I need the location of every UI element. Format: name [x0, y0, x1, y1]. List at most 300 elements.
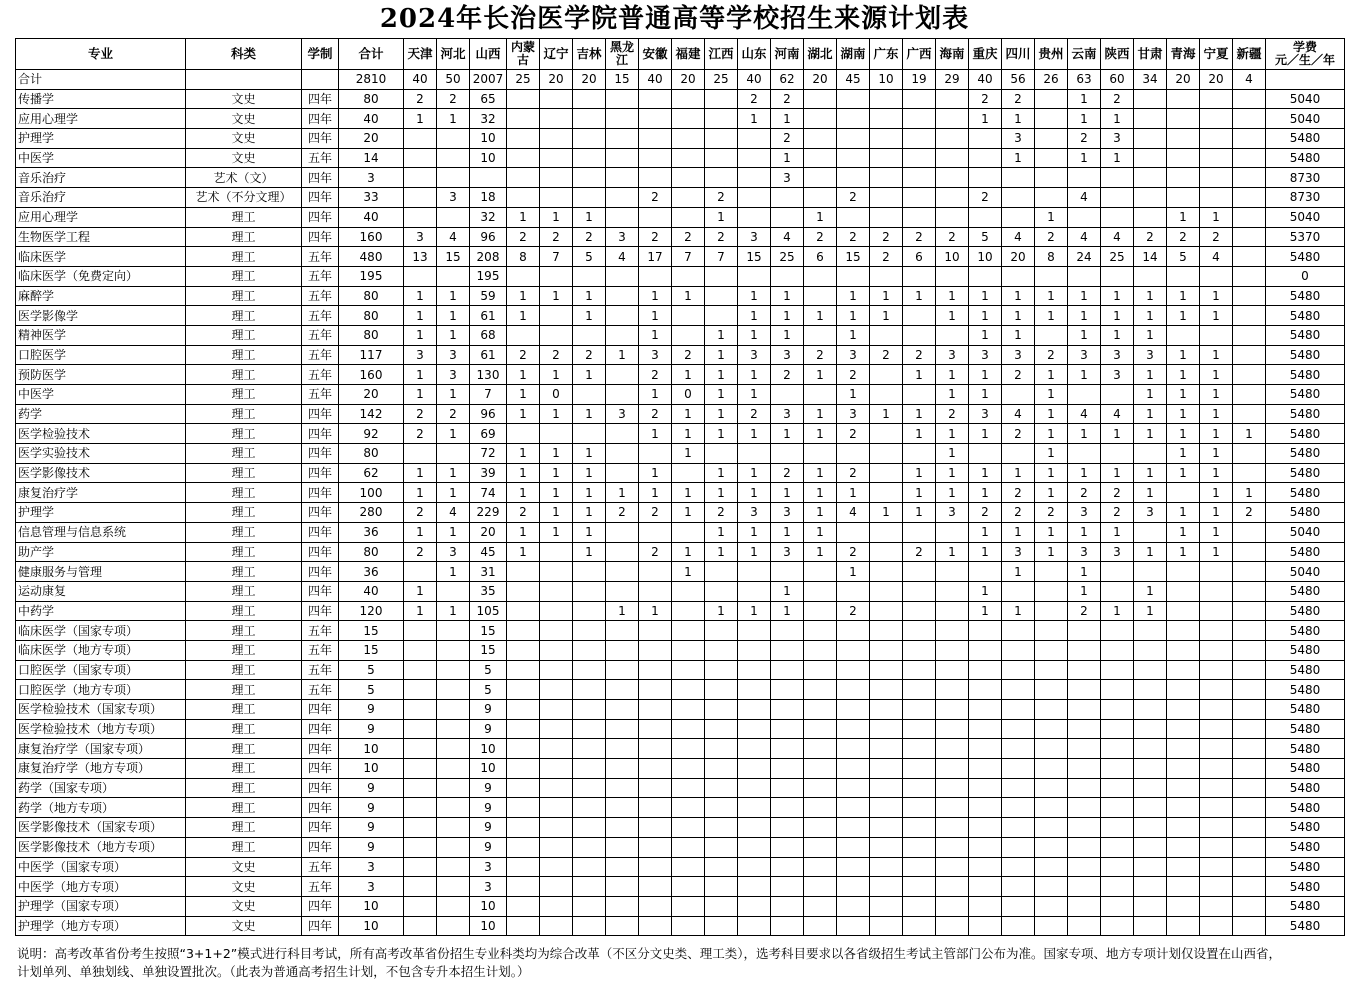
cell-province-quota: [540, 798, 573, 818]
column-header-province: 江西: [705, 39, 738, 70]
cell-province-quota: [1134, 109, 1167, 129]
cell-province-quota: [1167, 483, 1200, 503]
cell-fee: 5480: [1266, 444, 1345, 464]
cell-province-quota: 1: [936, 365, 969, 385]
cell-duration: 四年: [302, 503, 339, 523]
cell-province-quota: [404, 207, 437, 227]
cell-province-quota: [870, 424, 903, 444]
cell-province-quota: 2: [1002, 503, 1035, 523]
table-row: [16, 798, 1345, 818]
cell-category: 理工: [186, 404, 302, 424]
cell-province-quota: 3: [606, 404, 639, 424]
cell-province-quota: [1167, 640, 1200, 660]
cell-province-quota: [738, 739, 771, 759]
cell-province-quota: 2: [705, 503, 738, 523]
cell-province-quota: [903, 837, 936, 857]
cell-province-quota: [540, 601, 573, 621]
cell-total: 117: [339, 345, 404, 365]
cell-total: 33: [339, 188, 404, 208]
cell-total: 20: [339, 385, 404, 405]
cell-province-quota: 1: [1068, 522, 1101, 542]
column-header-province: 天津: [404, 39, 437, 70]
cell-duration: 四年: [302, 89, 339, 109]
cell-province-quota: 1: [738, 601, 771, 621]
cell-category: 理工: [186, 621, 302, 641]
cell-province-quota: [404, 562, 437, 582]
cell-province-quota: 15: [606, 70, 639, 90]
table-row: [16, 188, 1345, 208]
cell-province-quota: [573, 148, 606, 168]
cell-province-quota: 2: [1101, 503, 1134, 523]
cell-province-quota: 3: [437, 345, 470, 365]
cell-province-quota: [705, 857, 738, 877]
cell-province-quota: [1101, 719, 1134, 739]
cell-province-quota: 40: [969, 70, 1002, 90]
cell-major: 预防医学: [16, 365, 186, 385]
cell-province-quota: [1035, 188, 1068, 208]
cell-total: 40: [339, 109, 404, 129]
cell-province-quota: [672, 818, 705, 838]
cell-total: 80: [339, 542, 404, 562]
cell-province-quota: [470, 168, 507, 188]
cell-province-quota: 1: [969, 306, 1002, 326]
cell-province-quota: [573, 916, 606, 936]
cell-province-quota: [639, 680, 672, 700]
cell-fee: 5480: [1266, 640, 1345, 660]
cell-province-quota: [573, 385, 606, 405]
cell-province-quota: [1101, 680, 1134, 700]
cell-total: 9: [339, 719, 404, 739]
cell-province-quota: [1167, 719, 1200, 739]
cell-province-quota: [870, 188, 903, 208]
cell-province-quota: [639, 837, 672, 857]
cell-province-quota: 1: [837, 562, 870, 582]
table-row: [16, 581, 1345, 601]
cell-province-quota: [771, 798, 804, 818]
cell-province-quota: [738, 266, 771, 286]
cell-major: 合计: [16, 70, 186, 90]
cell-province-quota: [1200, 739, 1233, 759]
cell-province-quota: [540, 621, 573, 641]
cell-province-quota: 2: [771, 129, 804, 149]
cell-province-quota: [1002, 719, 1035, 739]
cell-category: 理工: [186, 818, 302, 838]
cell-major: 精神医学: [16, 325, 186, 345]
cell-province-quota: [1068, 818, 1101, 838]
cell-duration: 四年: [302, 463, 339, 483]
cell-province-quota: [404, 896, 437, 916]
cell-province-quota: [1167, 581, 1200, 601]
cell-province-quota: 1: [837, 325, 870, 345]
cell-province-quota: [573, 857, 606, 877]
cell-province-quota: [936, 896, 969, 916]
cell-province-quota: [837, 89, 870, 109]
cell-province-quota: [1200, 660, 1233, 680]
cell-province-quota: [870, 129, 903, 149]
cell-province-quota: [540, 188, 573, 208]
cell-province-quota: [1233, 306, 1266, 326]
cell-province-quota: [639, 857, 672, 877]
cell-province-quota: [903, 562, 936, 582]
cell-province-quota: 4: [437, 227, 470, 247]
cell-province-quota: 2: [639, 503, 672, 523]
cell-total: 80: [339, 306, 404, 326]
cell-province-quota: [903, 640, 936, 660]
cell-province-quota: [738, 621, 771, 641]
cell-major: 音乐治疗: [16, 188, 186, 208]
cell-province-quota: 1: [1002, 562, 1035, 582]
cell-province-quota: 2: [606, 503, 639, 523]
cell-province-quota: [639, 89, 672, 109]
cell-province-quota: 1: [606, 483, 639, 503]
cell-province-quota: 2: [573, 227, 606, 247]
cell-province-quota: [639, 700, 672, 720]
cell-province-quota: 1: [969, 601, 1002, 621]
cell-category: 理工: [186, 798, 302, 818]
cell-province-quota: [969, 798, 1002, 818]
cell-province-quota: 62: [771, 70, 804, 90]
cell-province-quota: [540, 148, 573, 168]
cell-province-quota: [639, 581, 672, 601]
cell-province-quota: 9: [470, 818, 507, 838]
cell-duration: 四年: [302, 404, 339, 424]
cell-major: 中药学: [16, 601, 186, 621]
cell-province-quota: [573, 168, 606, 188]
cell-province-quota: [1002, 739, 1035, 759]
cell-duration: 四年: [302, 798, 339, 818]
cell-province-quota: [1134, 89, 1167, 109]
cell-duration: 五年: [302, 660, 339, 680]
cell-province-quota: [936, 168, 969, 188]
cell-province-quota: [738, 798, 771, 818]
cell-province-quota: [1233, 444, 1266, 464]
cell-category: 理工: [186, 562, 302, 582]
cell-province-quota: [1167, 129, 1200, 149]
cell-province-quota: [1002, 916, 1035, 936]
cell-province-quota: 1: [1035, 522, 1068, 542]
cell-province-quota: [606, 798, 639, 818]
cell-province-quota: 1: [969, 522, 1002, 542]
cell-province-quota: [903, 325, 936, 345]
cell-province-quota: [870, 562, 903, 582]
cell-province-quota: 1: [705, 385, 738, 405]
cell-province-quota: 15: [837, 247, 870, 267]
cell-province-quota: [404, 660, 437, 680]
cell-province-quota: 1: [639, 424, 672, 444]
cell-province-quota: [1167, 739, 1200, 759]
cell-province-quota: [1068, 385, 1101, 405]
cell-province-quota: 3: [837, 345, 870, 365]
cell-province-quota: 40: [738, 70, 771, 90]
cell-province-quota: 0: [540, 385, 573, 405]
cell-province-quota: 1: [1200, 503, 1233, 523]
cell-duration: 四年: [302, 896, 339, 916]
table-row: [16, 404, 1345, 424]
cell-province-quota: [639, 877, 672, 897]
cell-province-quota: [672, 109, 705, 129]
cell-duration: 五年: [302, 680, 339, 700]
cell-province-quota: [404, 129, 437, 149]
cell-province-quota: [804, 818, 837, 838]
cell-province-quota: [606, 759, 639, 779]
cell-province-quota: 1: [903, 365, 936, 385]
cell-fee: 5480: [1266, 916, 1345, 936]
cell-province-quota: [437, 857, 470, 877]
cell-province-quota: 61: [470, 306, 507, 326]
cell-province-quota: [1035, 837, 1068, 857]
cell-province-quota: 96: [470, 227, 507, 247]
cell-province-quota: 1: [404, 483, 437, 503]
cell-province-quota: 2: [1068, 483, 1101, 503]
table-body: [16, 70, 1345, 936]
cell-province-quota: [837, 896, 870, 916]
cell-province-quota: [507, 581, 540, 601]
cell-province-quota: 4: [1068, 188, 1101, 208]
cell-province-quota: [1167, 896, 1200, 916]
cell-total: 142: [339, 404, 404, 424]
cell-province-quota: 1: [573, 463, 606, 483]
cell-province-quota: 2: [639, 542, 672, 562]
cell-province-quota: 2: [404, 89, 437, 109]
cell-duration: 五年: [302, 385, 339, 405]
cell-province-quota: [540, 896, 573, 916]
cell-province-quota: 1: [573, 444, 606, 464]
cell-total: 2810: [339, 70, 404, 90]
cell-province-quota: [738, 818, 771, 838]
cell-province-quota: [1233, 522, 1266, 542]
cell-province-quota: [1068, 168, 1101, 188]
cell-category: 理工: [186, 227, 302, 247]
cell-province-quota: 1: [1002, 601, 1035, 621]
cell-province-quota: 10: [470, 148, 507, 168]
cell-province-quota: 1: [672, 365, 705, 385]
cell-province-quota: 1: [1068, 463, 1101, 483]
column-header-province: 山西: [470, 39, 507, 70]
cell-province-quota: [606, 680, 639, 700]
cell-province-quota: [1035, 739, 1068, 759]
cell-category: 理工: [186, 542, 302, 562]
cell-fee: 5480: [1266, 365, 1345, 385]
cell-province-quota: [903, 129, 936, 149]
cell-province-quota: [903, 148, 936, 168]
cell-province-quota: [1035, 916, 1068, 936]
cell-category: 理工: [186, 424, 302, 444]
cell-province-quota: [1233, 227, 1266, 247]
cell-province-quota: 68: [470, 325, 507, 345]
cell-province-quota: [507, 739, 540, 759]
cell-province-quota: 56: [1002, 70, 1035, 90]
cell-province-quota: [903, 168, 936, 188]
cell-province-quota: 25: [705, 70, 738, 90]
cell-province-quota: 3: [936, 345, 969, 365]
cell-province-quota: [804, 109, 837, 129]
cell-province-quota: 1: [1035, 207, 1068, 227]
cell-province-quota: [903, 601, 936, 621]
cell-province-quota: [639, 266, 672, 286]
cell-province-quota: 20: [470, 522, 507, 542]
cell-total: 5: [339, 680, 404, 700]
cell-province-quota: [1035, 581, 1068, 601]
cell-province-quota: 1: [1035, 286, 1068, 306]
cell-duration: 四年: [302, 109, 339, 129]
cell-duration: 五年: [302, 247, 339, 267]
cell-province-quota: [1134, 877, 1167, 897]
cell-province-quota: [540, 719, 573, 739]
cell-province-quota: [1035, 640, 1068, 660]
cell-province-quota: [672, 168, 705, 188]
cell-province-quota: 3: [771, 542, 804, 562]
cell-province-quota: 1: [507, 385, 540, 405]
cell-province-quota: [437, 266, 470, 286]
cell-province-quota: [837, 877, 870, 897]
cell-province-quota: [936, 857, 969, 877]
cell-province-quota: 2: [540, 227, 573, 247]
cell-province-quota: 1: [404, 581, 437, 601]
cell-province-quota: 20: [540, 70, 573, 90]
cell-province-quota: 2: [672, 227, 705, 247]
cell-province-quota: [705, 562, 738, 582]
cell-province-quota: [606, 522, 639, 542]
cell-province-quota: 4: [606, 247, 639, 267]
cell-province-quota: [573, 818, 606, 838]
cell-province-quota: 1: [804, 483, 837, 503]
cell-province-quota: 2: [1101, 483, 1134, 503]
cell-category: 理工: [186, 463, 302, 483]
cell-province-quota: 4: [1002, 404, 1035, 424]
table-row: [16, 444, 1345, 464]
cell-province-quota: [1200, 778, 1233, 798]
cell-province-quota: [870, 640, 903, 660]
cell-province-quota: 1: [804, 542, 837, 562]
cell-province-quota: 2: [404, 404, 437, 424]
cell-province-quota: [1035, 700, 1068, 720]
cell-province-quota: 3: [1134, 503, 1167, 523]
cell-province-quota: 1: [705, 522, 738, 542]
cell-province-quota: [1233, 640, 1266, 660]
cell-province-quota: [507, 621, 540, 641]
cell-province-quota: [738, 188, 771, 208]
cell-province-quota: 1: [1167, 424, 1200, 444]
cell-province-quota: [404, 759, 437, 779]
cell-province-quota: 1: [639, 286, 672, 306]
cell-province-quota: [1035, 266, 1068, 286]
cell-province-quota: [870, 621, 903, 641]
cell-province-quota: [1101, 266, 1134, 286]
cell-province-quota: [540, 877, 573, 897]
cell-province-quota: [404, 621, 437, 641]
cell-province-quota: [540, 916, 573, 936]
cell-fee: 5480: [1266, 877, 1345, 897]
cell-province-quota: [870, 916, 903, 936]
cell-fee: 0: [1266, 266, 1345, 286]
cell-major: 医学检验技术: [16, 424, 186, 444]
cell-province-quota: 20: [1002, 247, 1035, 267]
cell-province-quota: 7: [540, 247, 573, 267]
cell-category: 理工: [186, 207, 302, 227]
cell-province-quota: [936, 700, 969, 720]
cell-province-quota: [903, 680, 936, 700]
cell-province-quota: 1: [404, 325, 437, 345]
table-row: [16, 522, 1345, 542]
cell-province-quota: [903, 719, 936, 739]
cell-province-quota: 1: [936, 306, 969, 326]
cell-province-quota: 3: [1101, 129, 1134, 149]
cell-province-quota: 1: [1002, 148, 1035, 168]
cell-province-quota: [639, 778, 672, 798]
cell-province-quota: 1: [738, 385, 771, 405]
cell-province-quota: [404, 719, 437, 739]
column-header-fee: [1266, 39, 1345, 70]
cell-province-quota: 31: [470, 562, 507, 582]
cell-province-quota: [1233, 778, 1266, 798]
table-row: [16, 227, 1345, 247]
cell-province-quota: [1101, 857, 1134, 877]
cell-province-quota: [1134, 857, 1167, 877]
cell-province-quota: [870, 759, 903, 779]
cell-province-quota: [969, 680, 1002, 700]
cell-fee: 5480: [1266, 286, 1345, 306]
cell-province-quota: [404, 739, 437, 759]
cell-province-quota: [936, 562, 969, 582]
cell-province-quota: [738, 562, 771, 582]
cell-province-quota: [870, 89, 903, 109]
cell-province-quota: [804, 719, 837, 739]
cell-province-quota: 1: [1134, 483, 1167, 503]
cell-province-quota: [969, 660, 1002, 680]
cell-province-quota: 1: [969, 424, 1002, 444]
cell-province-quota: [804, 660, 837, 680]
cell-province-quota: 10: [470, 916, 507, 936]
cell-province-quota: [903, 266, 936, 286]
cell-province-quota: [771, 562, 804, 582]
cell-province-quota: [738, 857, 771, 877]
table-row: [16, 463, 1345, 483]
cell-province-quota: 3: [1101, 345, 1134, 365]
cell-category: 文史: [186, 109, 302, 129]
cell-province-quota: [738, 700, 771, 720]
cell-province-quota: [437, 837, 470, 857]
cell-category: 艺术（不分文理）: [186, 188, 302, 208]
cell-major: 康复治疗学: [16, 483, 186, 503]
cell-province-quota: [606, 207, 639, 227]
cell-province-quota: 1: [507, 522, 540, 542]
cell-category: 理工: [186, 660, 302, 680]
cell-province-quota: [1200, 877, 1233, 897]
cell-province-quota: [1134, 129, 1167, 149]
cell-province-quota: 1: [936, 463, 969, 483]
table-row: [16, 778, 1345, 798]
cell-province-quota: [837, 109, 870, 129]
cell-province-quota: [771, 266, 804, 286]
cell-province-quota: 1: [639, 483, 672, 503]
cell-province-quota: [738, 168, 771, 188]
cell-fee: 5480: [1266, 798, 1345, 818]
cell-province-quota: 20: [1167, 70, 1200, 90]
cell-province-quota: [870, 266, 903, 286]
cell-province-quota: [969, 444, 1002, 464]
cell-province-quota: [1035, 877, 1068, 897]
cell-province-quota: [771, 759, 804, 779]
cell-province-quota: 1: [804, 424, 837, 444]
cell-province-quota: 10: [470, 759, 507, 779]
cell-province-quota: 1: [507, 404, 540, 424]
table-header-row: [16, 39, 1345, 70]
cell-province-quota: [969, 562, 1002, 582]
cell-province-quota: [837, 759, 870, 779]
cell-province-quota: 1: [672, 542, 705, 562]
cell-province-quota: [1035, 129, 1068, 149]
cell-fee: 5480: [1266, 621, 1345, 641]
